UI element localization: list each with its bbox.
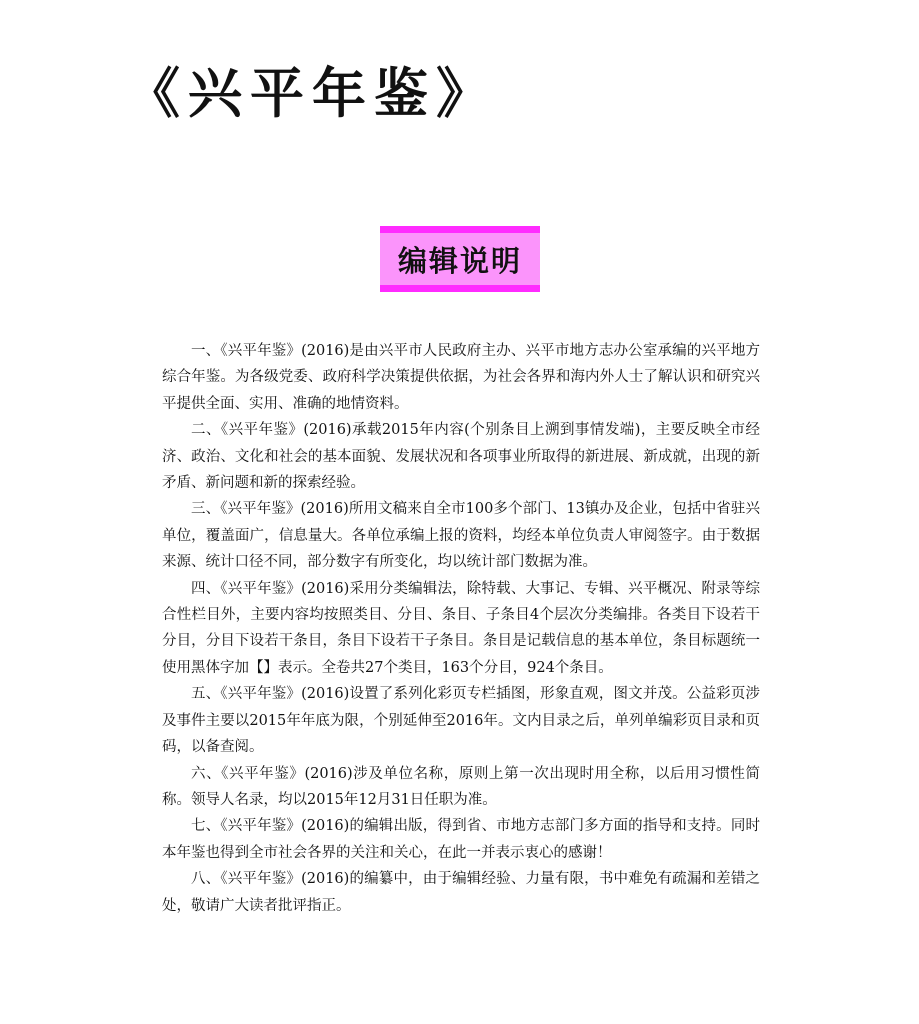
editorial-notes	[162, 338, 760, 919]
paragraph-5: 五、《兴平年鉴》(2016)设置了系列化彩页专栏插图，形象直观，图文并茂。公益彩页涉及事件主要以2015年年底为限，个别延伸至2016年。文内目录之后，单列单编彩页目录和页码，以备查阅。	[162, 686, 760, 756]
section-heading: 编辑说明	[397, 243, 522, 278]
section-heading-inner	[380, 233, 540, 285]
section-heading-box	[380, 226, 540, 292]
paragraph-7: 七、《兴平年鉴》(2016)的编辑出版，得到省、市地方志部门多方面的指导和支持。同时本年鉴也得到全市社会各界的关注和关心，在此一并表示衷心的感谢！	[162, 818, 760, 861]
paragraph-3: 三、《兴平年鉴》(2016)所用文稿来自全市100多个部门、13镇办及企业，包括中省驻兴单位，覆盖面广，信息量大。各单位承编上报的资料，均经本单位负责人审阅签字。由于数据来源、统计口径不同，部分数字有所变化，均以统计部门数据为准。	[162, 501, 760, 571]
paragraph-1: 一、《兴平年鉴》(2016)是由兴平市人民政府主办、兴平市地方志办公室承编的兴平地方综合年鉴。为各级党委、政府科学决策提供依据，为社会各界和海内外人士了解认识和研究兴平提供全面、实用、准确的地情资料。	[162, 343, 760, 412]
paragraph-6: 六、《兴平年鉴》(2016)涉及单位名称，原则上第一次出现时用全称，以后用习惯性简称。领导人名录，均以2015年12月31日任职为准。	[162, 765, 760, 808]
paragraph-4: 四、《兴平年鉴》(2016)采用分类编辑法，除特载、大事记、专辑、兴平概况、附录等综合性栏目外，主要内容均按照类目、分目、条目、子条目4个层次分类编排。各类目下设若干分目，分目下设若干条目，条目下设若干子条目。条目是记载信息的基本单位，条目标题统一使用黑体字加【】表示。全卷共27个类目，163个分目，924个条目。	[162, 580, 760, 676]
paragraph-2: 二、《兴平年鉴》(2016)承载2015年内容(个别条目上溯到事情发端)，主要反映全市经济、政治、文化和社会的基本面貌、发展状况和各项事业所取得的新进展、新成就，出现的新矛盾、新问题和新的探索经验。	[162, 422, 760, 492]
book-title: 《兴平年鉴》	[126, 61, 498, 125]
paragraph-8: 八、《兴平年鉴》(2016)的编纂中，由于编辑经验、力量有限，书中难免有疏漏和差错之处，敬请广大读者批评指正。	[162, 871, 760, 914]
